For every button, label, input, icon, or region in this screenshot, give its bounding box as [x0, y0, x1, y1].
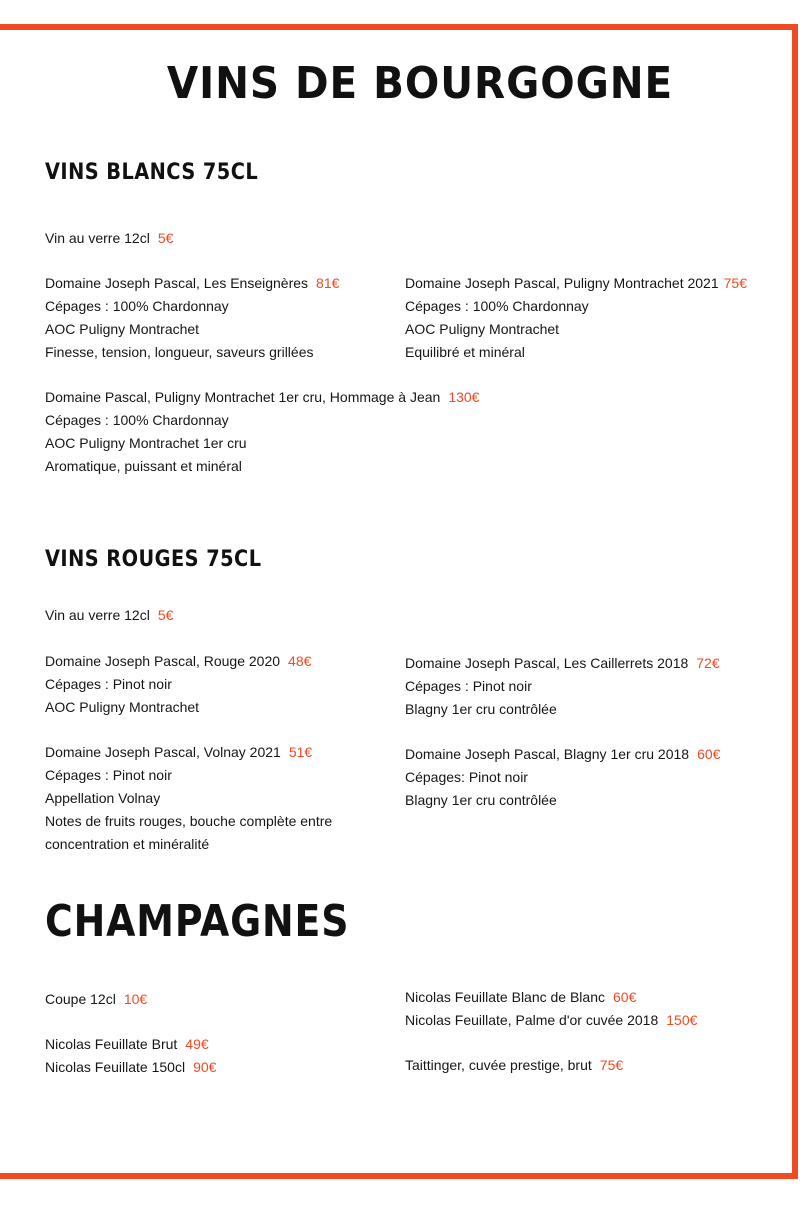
section-title-champagnes: CHAMPAGNES [45, 896, 350, 947]
wine-detail: Cépages : 100% Chardonnay [45, 298, 229, 314]
item-price: 49€ [185, 1036, 209, 1052]
menu-item-rouge-verre [45, 604, 173, 627]
item-price: 90€ [193, 1059, 217, 1075]
wine-detail: Cépages : Pinot noir [45, 767, 172, 783]
item-label: Nicolas Feuillate 150cl [45, 1059, 186, 1075]
wine-detail: concentration et minéralité [45, 836, 210, 852]
wine-detail: Notes de fruits rouges, bouche complète entre [45, 813, 333, 829]
wine-detail: AOC Puligny Montrachet [405, 321, 560, 337]
menu-item-blanc-puligny-2021 [405, 272, 747, 364]
wine-price: 48€ [288, 653, 312, 669]
menu-item-blanc-enseigneres [45, 272, 339, 364]
item-price: 60€ [613, 989, 637, 1005]
wine-detail: Cépages : 100% Chardonnay [45, 412, 229, 428]
wine-name: Domaine Joseph Pascal, Blagny 1er cru 2018 [405, 746, 690, 762]
menu-item-rouge-caillerrets [405, 652, 720, 721]
wine-detail: Cépages : Pinot noir [405, 678, 532, 694]
menu-item-champagne-taittinger [405, 1054, 623, 1077]
menu-item-rouge-volnay [45, 741, 332, 856]
wine-price: 75€ [723, 275, 747, 291]
wine-detail: AOC Puligny Montrachet 1er cru [45, 435, 247, 451]
wine-price: 51€ [288, 744, 313, 760]
menu-item-rouge-2020 [45, 650, 311, 719]
wine-name: Domaine Joseph Pascal, Volnay 2021 [45, 744, 281, 760]
wine-name: Domaine Joseph Pascal, Rouge 2020 [45, 653, 281, 669]
wine-name: Domaine Pascal, Puligny Montrachet 1er cru, Hommage à Jean [45, 389, 441, 405]
menu-item-rouge-blagny [405, 743, 720, 812]
wine-name: Domaine Joseph Pascal, Puligny Montrachet 2021 [405, 275, 719, 291]
menu-item-champagne-blanc [405, 986, 697, 1032]
item-label: Nicolas Feuillate, Palme d'or cuvée 2018 [405, 1012, 659, 1028]
section-title-rouges: VINS ROUGES 75CL [45, 547, 262, 572]
wine-detail: AOC Puligny Montrachet [45, 321, 200, 337]
section-title-blancs: VINS BLANCS 75CL [45, 160, 259, 185]
menu-item-champagne-brut [45, 1033, 216, 1079]
item-label: Nicolas Feuillate Brut [45, 1036, 178, 1052]
wine-detail: AOC Puligny Montrachet [45, 699, 200, 715]
item-label: Vin au verre 12cl [45, 607, 150, 623]
item-label: Taittinger, cuvée prestige, brut [405, 1057, 592, 1073]
item-price: 5€ [157, 607, 174, 623]
wine-detail: Equilibré et minéral [405, 344, 525, 360]
wine-detail: Blagny 1er cru contrôlée [405, 701, 557, 717]
wine-detail: Cépages : 100% Chardonnay [405, 298, 589, 314]
wine-detail: Appellation Volnay [45, 790, 161, 806]
menu-item-blanc-hommage [45, 386, 479, 478]
menu-item-champagne-coupe [45, 988, 147, 1011]
item-price: 10€ [123, 991, 148, 1007]
menu-item-blanc-verre [45, 227, 173, 250]
wine-detail: Cépages : Pinot noir [45, 676, 172, 692]
item-price: 150€ [666, 1012, 698, 1028]
page-title: VINS DE BOURGOGNE [166, 58, 674, 109]
wine-price: 130€ [448, 389, 480, 405]
wine-detail: Aromatique, puissant et minéral [45, 458, 242, 474]
wine-detail: Finesse, tension, longueur, saveurs grillées [45, 344, 314, 360]
wine-name: Domaine Joseph Pascal, Les Enseignères [45, 275, 309, 291]
wine-detail: Blagny 1er cru contrôlée [405, 792, 557, 808]
item-label: Nicolas Feuillate Blanc de Blanc [405, 989, 605, 1005]
item-price: 5€ [157, 230, 174, 246]
item-label: Vin au verre 12cl [45, 230, 150, 246]
wine-price: 60€ [697, 746, 721, 762]
wine-detail: Cépages: Pinot noir [405, 769, 528, 785]
wine-price: 81€ [316, 275, 340, 291]
item-price: 75€ [599, 1057, 624, 1073]
wine-price: 72€ [696, 655, 720, 671]
item-label: Coupe 12cl [45, 991, 116, 1007]
wine-name: Domaine Joseph Pascal, Les Caillerrets 2018 [405, 655, 689, 671]
